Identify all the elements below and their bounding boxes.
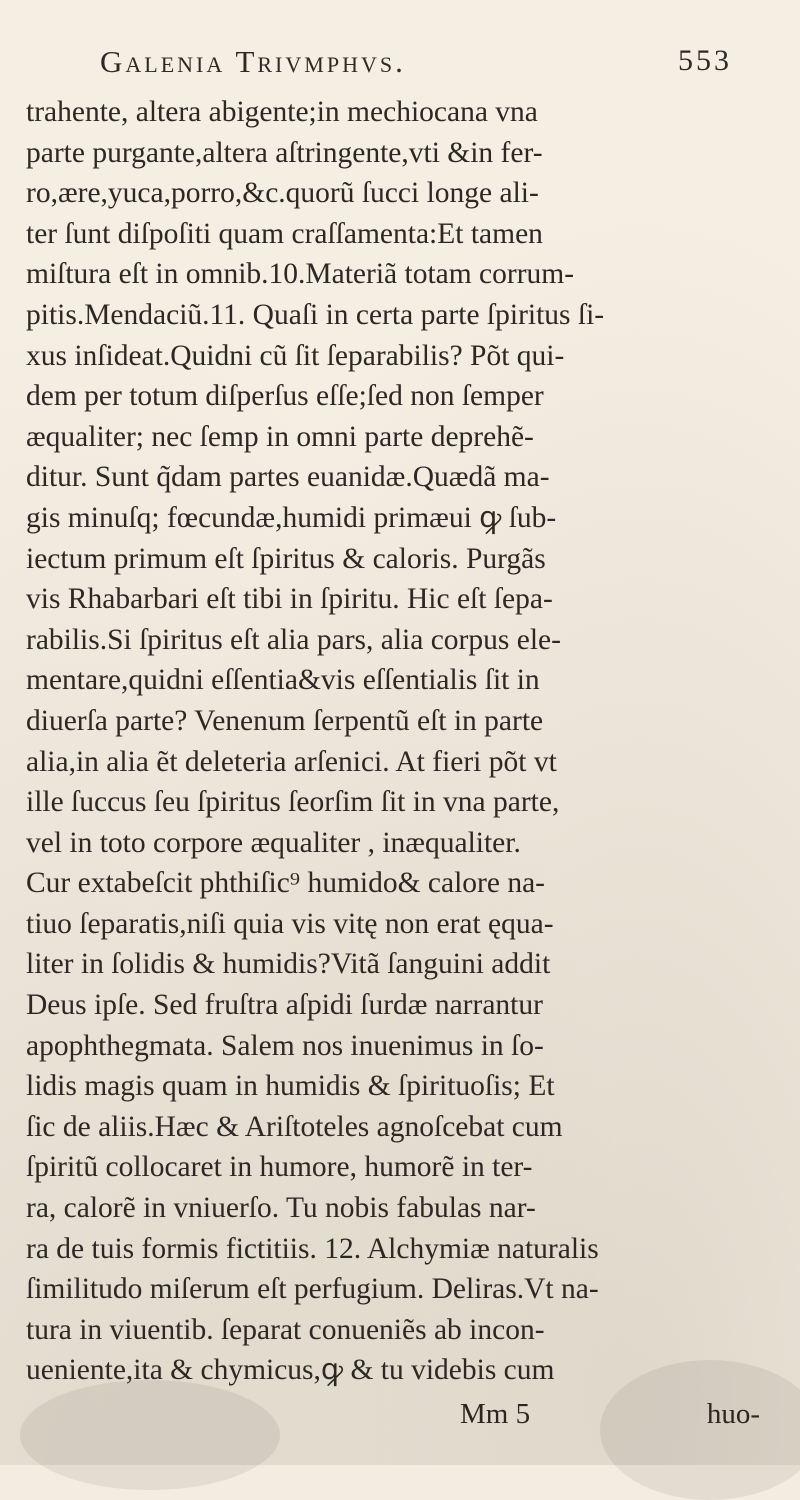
text-line: mentare,quidni eſſentia&vis eſſentialis ſit in: [26, 664, 540, 697]
text-line: ditur. Sunt q̃dam partes euanidæ.Quædã ma-: [26, 461, 550, 494]
text-line: ſic de aliis.Hæc & Ariſtoteles agnoſcebat cum: [26, 1110, 563, 1143]
text-line: miſtura eſt in omnib.10.Materiã totam corrum-: [26, 258, 575, 291]
text-line: tura in viuentib. ſeparat conueniẽs ab incon-: [26, 1313, 545, 1346]
text-line: ſpiritũ collocaret in humore, humorẽ in ter-: [26, 1151, 533, 1184]
text-line: ueniente,ita & chymicus,ꝙ & tu videbis cum: [26, 1354, 555, 1387]
text-line: æqualiter; nec ſemp in omni parte deprehẽ-: [26, 420, 534, 453]
text-line: xus inſideat.Quidni cũ ſit ſeparabilis? Põt qui-: [26, 339, 565, 372]
text-line: ra de tuis formis fictitiis. 12. Alchymiæ naturalis: [26, 1232, 599, 1265]
text-line: ille ſuccus ſeu ſpiritus ſeorſim ſit in vna parte,: [26, 786, 560, 819]
text-line: liter in ſolidis & humidis?Vitã ſanguini addit: [26, 948, 551, 981]
running-header: [100, 40, 740, 86]
text-line: alia,in alia ẽt deleteria arſenici. At fieri põt vt: [26, 745, 557, 778]
text-line: Deus ipſe. Sed fruſtra aſpidi ſurdæ narrantur: [26, 989, 543, 1022]
text-line: iectum primum eſt ſpiritus & caloris. Purgãs: [26, 542, 546, 575]
text-line: apophthegmata. Salem nos inuenimus in ſo-: [26, 1029, 544, 1062]
text-line: ro,ære,yuca,porro,&c.quorũ ſucci longe ali-: [26, 177, 539, 210]
text-line: parte purgante,altera aſtringente,vti &in fer-: [26, 136, 543, 169]
text-line: ter ſunt diſpoſiti quam craſſamenta:Et tamen: [26, 217, 543, 250]
text-line: gis minuſq; fœcundæ,humidi primæui ꝙ ſub-: [26, 501, 557, 534]
text-line: lidis magis quam in humidis & ſpirituoſis; Et: [26, 1070, 555, 1103]
catchword: huo-: [706, 1398, 760, 1430]
signature-mark: Mm 5: [460, 1398, 531, 1430]
page-number: 553: [678, 44, 732, 77]
text-line: tiuo ſeparatis,niſi quia vis vitę non erat ęqua-: [26, 907, 554, 940]
text-line: ra, calorẽ in vniuerſo. Tu nobis fabulas nar-: [26, 1192, 536, 1225]
text-line: ſimilitudo miſerum eſt perfugium. Deliras.Vt na-: [26, 1273, 599, 1306]
text-line: Cur extabeſcit phthiſic⁹ humido& calore na-: [26, 867, 546, 900]
text-line: pitis.Mendaciũ.11. Quaſi in certa parte ſpiritus ſi-: [26, 298, 605, 331]
text-line: trahente, altera abigente;in mechiocana vna: [26, 96, 538, 128]
running-title: Galenia Trivmphvs.: [100, 44, 406, 79]
text-line: rabilis.Si ſpiritus eſt alia pars, alia corpus ele-: [26, 623, 561, 656]
text-line: dem per totum diſperſus eſſe;ſed non ſemper: [26, 380, 544, 413]
text-line: vis Rhabarbari eſt tibi in ſpiritu. Hic eſt ſepa-: [26, 583, 553, 616]
text-line: diuerſa parte? Venenum ſerpentũ eſt in parte: [26, 704, 544, 737]
stain: [20, 1380, 280, 1490]
text-line: vel in toto corpore æqualiter , inæqualiter.: [26, 826, 521, 859]
body-text: [26, 92, 766, 1391]
footer: [460, 1398, 760, 1438]
